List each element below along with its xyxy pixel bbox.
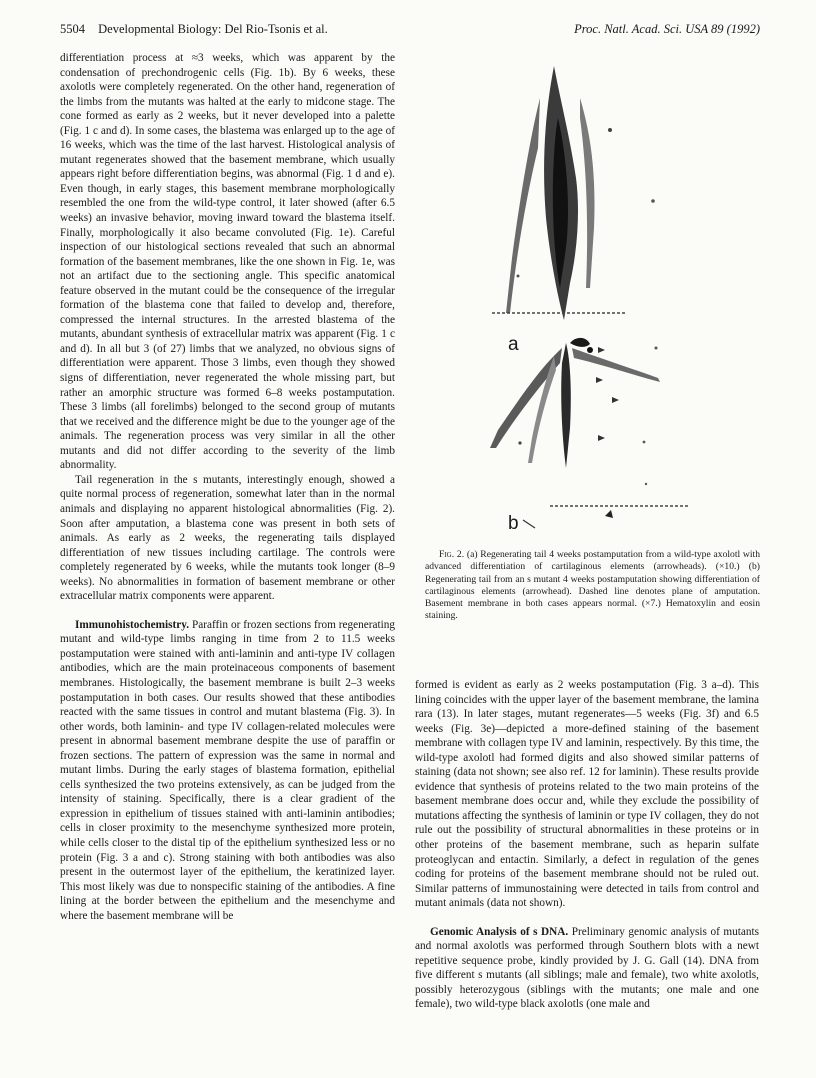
page-number: 5504 [60, 22, 85, 36]
micrograph-image [420, 58, 765, 536]
panel-label-a: a [508, 334, 519, 355]
body-paragraph: formed is evident as early as 2 weeks postamputation (Fig. 3 a–d). This lining coincides with the upper layer of the basement membrane, the lamina rara (13). In later stages, mutant regenerates—5 weeks (Fig. 3f) and 6.5 weeks (Fig. 3e)—depicted a more-defined staining of the basement membrane with collagen type IV and laminin, respectively. By this time, the wild-type axolotl had formed digits and also showed similar patterns of staining (data not shown; see also ref. 12 for laminin). These results provide evidence that synthesis of proteins related to the two main proteins of the basement membrane does occur and, while they exclude the possibility of mutations affecting the synthesis of laminin or type IV collagen, they do not rule out the possibility of structural abnormalities in these proteins or in other proteins of the basement membrane, such as heparin sulfate proteoglycan and entactin. Similarly, a defect in regulation of the genes coding for proteins of the basement membrane should not be ruled out. Similar patterns of immunostaining were detected in tails from control and mutant animals (data not shown). [415, 679, 759, 910]
body-paragraph [415, 925, 759, 1012]
section-heading: Genomic Analysis of s DNA. [430, 925, 569, 938]
body-paragraph: differentiation process at ≈3 weeks, which was apparent by the condensation of prechondrogenic cells (Fig. 1b). By 6 weeks, these axolotls were completely regenerated. On the other hand, regeneration of the limbs from the mutants was halted at the early to midcone stage. The cone formed as early as 2 weeks, but it never developed into a palette (Fig. 1 c and d). In some cases, the blastema was enlarged up to the age of 16 weeks, which was the time of the last harvest. Histological analysis of mutant regenerates showed that the basement membrane, which usually appears right before differentiation begins, was abnormal (Fig. 1 d and e). Even though, in early stages, this basement membrane morphologically resembled the one from the wild-type control, it later showed (after 6.5 weeks) an invasive behavior, moving inward toward the blastema itself. Finally, morphologically it also became convoluted (Fig. 1e). Careful inspection of our histological sections revealed that such an abnormal formation of the basement membranes, like the one shown in Fig. 1e, was not an artifact due to the sectioning angle. This specific anatomical feature observed in the mutant could be the consequence of the irregular formation of the blastema cone that failed to develop and, therefore, compressed the internal structures. In the arrested blastema of the mutants, abundant synthesis of extracellular matrix was apparent (Fig. 1 c and d). In all but 3 (of 27) limbs that we analyzed, no obvious signs of differentiation were apparent. Those 3 limbs, even though they showed signs of differentiation, never regenerated the whole missing part, but rather an amorphic structure was formed 6–8 weeks postamputation. These 3 limbs (all forelimbs) belonged to the second group of mutants that we received and the difference might be due to the younger age of the animals. The regeneration process was very similar in all the other mutants and did not differ according to the severity of the limb abnormality. [60, 52, 395, 472]
caption-text: (a) Regenerating tail 4 weeks postamputation from a wild-type axolotl with advanced differentiation of cartilaginous elements (arrowheads). (×10.) (b) Regenerating tail from an s mutant 4 weeks postamputation showing differentiation of cartilaginous elements (arrowhead). Dashed line denotes plane of amputation. Basement membrane in both cases appears normal. (×7.) Hematoxylin and eosin staining. [425, 549, 760, 622]
caption-label: Fig. 2. [439, 549, 465, 560]
header-left [60, 22, 328, 37]
panel-label-b: b [508, 513, 519, 534]
body-paragraph: Tail regeneration in the s mutants, interestingly enough, showed a quite normal process of regeneration, somewhat later than in the normal animals and displaying no apparent histological abnormalities (Fig. 2). Soon after amputation, a blastema cone was present in both sets of animals. As early as 2 weeks, the regenerating tails displayed differentiation of new tissues including cartilage. The controls were completely regenerated by 6 weeks, while the mutants took longer (8–9 weeks). No abnormalities in formation of basement membrane or other extracellular matrix components were apparent. [60, 473, 395, 603]
page-header [60, 22, 760, 40]
left-column [60, 51, 395, 923]
body-paragraph [60, 618, 395, 923]
section-heading: Immunohistochemistry. [75, 618, 190, 631]
journal-reference: Proc. Natl. Acad. Sci. USA 89 (1992) [574, 22, 760, 36]
running-title: Developmental Biology: Del Rio-Tsonis et al. [98, 22, 328, 36]
section-text: Paraffin or frozen sections from regenerating mutant and wild-type limbs ranging in time from 2 to 11.5 weeks postamputation were stained with anti-laminin and anti-type IV collagen antibodies, which are the main proteinaceous components of basement membranes. Histologically, the basement membrane is built 2–3 weeks postamputation in both cases. Our results showed that these antibodies reacted with the same tissues in control and mutant blastema (Fig. 3). In other words, both laminin- and type IV collagen-related molecules were present in abnormal basement membrane despite the use of paraffin or frozen sections. The pattern of expression was the same in normal and mutant limbs. During the early stages of blastema formation, epithelial cells synthesized the two proteins extensively, as can be judged from the intensity of staining. Specifically, there is a clear gradient of the expression in epithelium of tissues stained with anti-laminin antibodies; cells in closer proximity to the mesenchyme synthesized more protein, while cells closer to the distal tip of the epithelium synthesized less or no protein (Fig. 3 a and c). Strong staining with both antibodies was also present in the outermost layer of the epithelium, the keratinized layer. This most likely was due to nonspecific staining of the antibodies. A fine lining at the border between the epithelium and the mesenchyme and where the basement membrane will be [60, 618, 396, 922]
figure-caption [425, 549, 760, 623]
right-column [415, 678, 759, 1012]
section-text: Preliminary genomic analysis of mutants and normal axolotls was performed through Southern blots with a newt repetitive sequence probe, kindly provided by J. G. Gall (14). DNA from five different s mutants (all siblings; male and female), two white axolotls, possibly heterozygous (siblings with the mutants; one male and one female), two wild-type black axolotls (one male and [415, 925, 760, 1011]
figure-2-micrograph [420, 58, 765, 536]
